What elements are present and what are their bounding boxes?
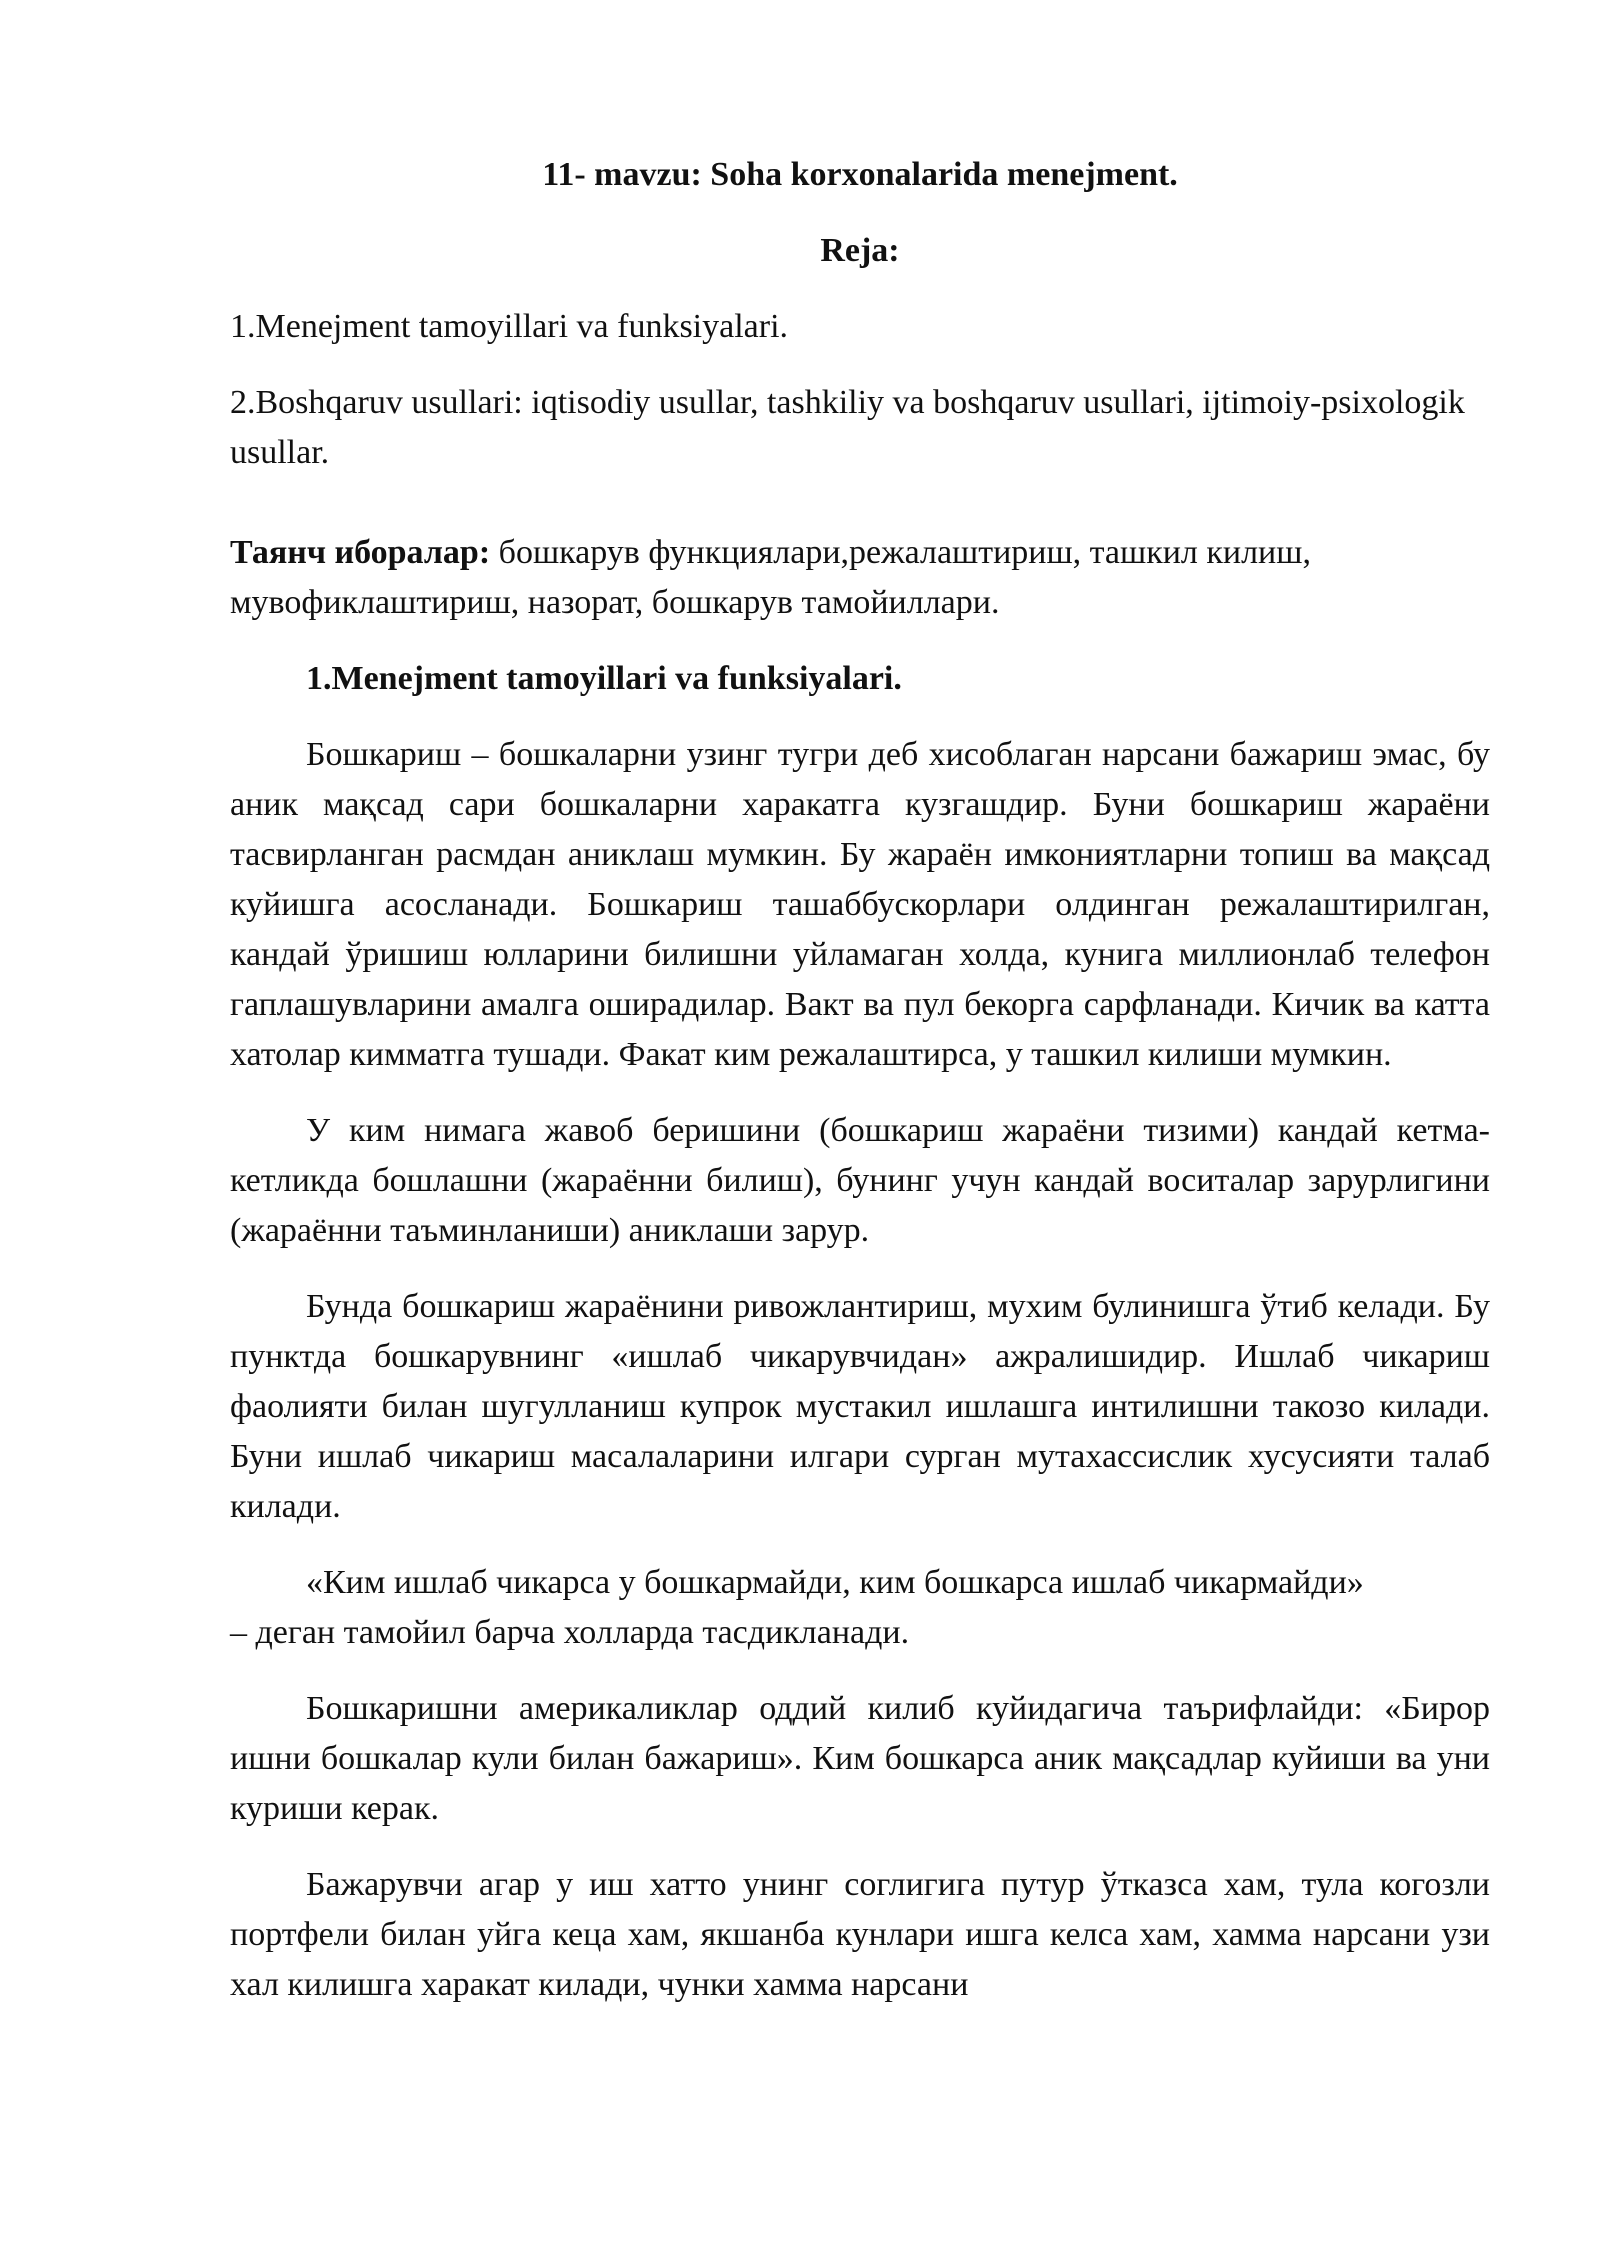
paragraph-6: Бажарувчи агар у иш хатто унинг соглигига путур ўтказса хам, тула когозли портфели билан уйга кеца хам, якшанба кунлари ишга келса хам, хамма нарсани узи хал килишга харакат килади, чунки хамма нарсани [230,1866,1490,2003]
paragraph-4-quote: «Ким ишлаб чикарса у бошкармайди, ким бошкарса ишлаб чикармайди» [306,1564,1364,1601]
paragraph-1: Бошкариш – бошкаларни узинг тугри деб хисоблаган нарсани бажариш эмас, бу аник мақсад сари бошкаларни харакатга кузгашдир. Буни бошкариш жараёни тасвирланган расмдан аниклаш мумкин. Бу жараён имкониятларни топиш ва мақсад куйишга асосланади. Бошкариш ташаббускорлари олдинган режалаштирилган, кандай ўришиш юлларини билишни уйламаган холда, кунига миллионлаб телефон гаплашувларини амалга оширадилар. Вакт ва пул бекорга сарфланади. Кичик ва катта хатолар кимматга тушади. Факат ким режалаштирса, у ташкил килиши мумкин. [230,736,1490,1073]
plan-item-1: 1.Menejment tamoyillari va funksiyalari. [230,308,789,345]
keywords-label: Таянч иборалар: [230,534,491,571]
keywords-text: бошкарув функциялари,режалаштириш, ташкил килиш, мувофиклаштириш, назорат, бошкарув тамойиллари. [230,534,1311,621]
paragraph-3: Бунда бошкариш жараёнини ривожлантириш, мухим булинишга ўтиб келади. Бу пунктда бошкарувнинг «ишлаб чикарувчидан» ажралишидир. Ишлаб чикариш фаолияти билан шугулланиш купрок мустакил ишлашга интилишни такозо килади. Буни ишлаб чикариш масалаларини илгари сурган мутахассислик хусусияти талаб килади. [230,1288,1490,1525]
document-title: 11- mavzu: Soha korxonalarida menejment. [542,156,1178,193]
paragraph-2: У ким нимага жавоб беришини (бошкариш жараёни тизими) кандай кетма-кетликда бошлашни (жараённи билиш), бунинг учун кандай воситалар зарурлигини (жараённи таъминланиши) аниклаши зарур. [230,1112,1490,1249]
paragraph-4-continuation: – деган тамойил барча холларда тасдикланади. [230,1614,910,1651]
plan-item-2: 2.Boshqaruv usullari: iqtisodiy usullar, tashkiliy va boshqaruv usullari, ijtimoiy-psixologik usullar. [230,384,1465,471]
keywords-paragraph [230,528,1490,628]
section-heading: 1.Menejment tamoyillari va funksiyalari. [306,660,902,697]
document-content [230,150,1490,2036]
plan-heading: Reja: [820,232,900,269]
paragraph-5: Бошкаришни америкаликлар оддий килиб куйидагича таърифлайди: «Бирор ишни бошкалар кули билан бажариш». Ким бошкарса аник мақсадлар куйиши ва уни куриши керак. [230,1690,1490,1827]
